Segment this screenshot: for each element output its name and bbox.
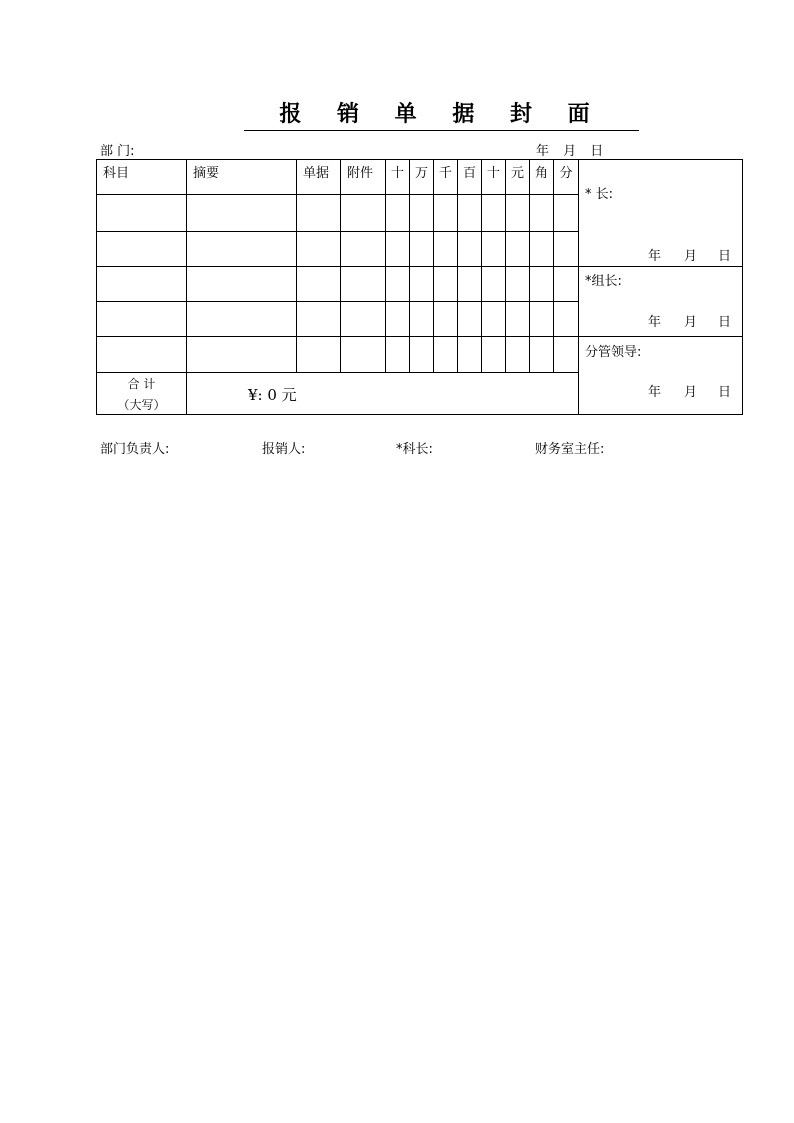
total-sublabel: （大写） — [117, 398, 166, 412]
total-label: 合 计 — [127, 377, 156, 391]
approval-date-year: 年 — [648, 249, 662, 264]
col-header-digit: 分 — [559, 166, 573, 181]
approval-date-month: 月 — [684, 385, 698, 400]
approval-date-month: 月 — [684, 315, 698, 330]
col-header-digit: 元 — [510, 166, 524, 181]
col-divider — [578, 159, 579, 415]
approval-date-day: 日 — [718, 315, 732, 330]
claimant-label: 报销人: — [262, 442, 306, 457]
approval-date-day: 日 — [718, 385, 732, 400]
document-title: 报 销 单 据 封 面 — [244, 98, 639, 131]
approval-date-year: 年 — [648, 315, 662, 330]
col-header-digit: 角 — [534, 166, 548, 181]
section-chief-label: *科长: — [396, 442, 433, 457]
col-header-summary: 摘要 — [193, 166, 220, 181]
col-header-digit: 千 — [438, 166, 452, 181]
row-divider — [96, 231, 578, 232]
row-divider — [96, 301, 578, 302]
approval-group-leader-label: *组长: — [585, 274, 622, 289]
col-divider — [186, 159, 187, 415]
col-header-digit: 十 — [390, 166, 404, 181]
row-divider — [96, 372, 578, 373]
col-header-digit: 百 — [462, 166, 476, 181]
finance-director-label: 财务室主任: — [535, 442, 605, 457]
col-header-digit: 万 — [414, 166, 428, 181]
approval-chief-label: * 长: — [585, 187, 614, 202]
department-label: 部 门: — [100, 144, 135, 159]
col-header-digit: 十 — [486, 166, 500, 181]
col-header-attachments: 附件 — [347, 166, 374, 181]
approval-date-month: 月 — [684, 249, 698, 264]
approval-date-year: 年 — [648, 385, 662, 400]
row-divider — [96, 266, 578, 267]
row-divider — [578, 266, 743, 267]
header-date-label: 年 月 日 — [536, 144, 604, 159]
total-amount: ¥: 0 元 — [248, 386, 297, 404]
row-divider — [578, 336, 743, 337]
col-header-subject: 科目 — [103, 166, 130, 181]
reimbursement-table — [96, 159, 743, 415]
row-divider — [96, 336, 578, 337]
dept-head-label: 部门负责人: — [100, 442, 170, 457]
approval-supervisor-label: 分管领导: — [585, 345, 642, 360]
col-header-receipts: 单据 — [303, 166, 330, 181]
row-divider — [96, 194, 578, 195]
approval-date-day: 日 — [718, 249, 732, 264]
